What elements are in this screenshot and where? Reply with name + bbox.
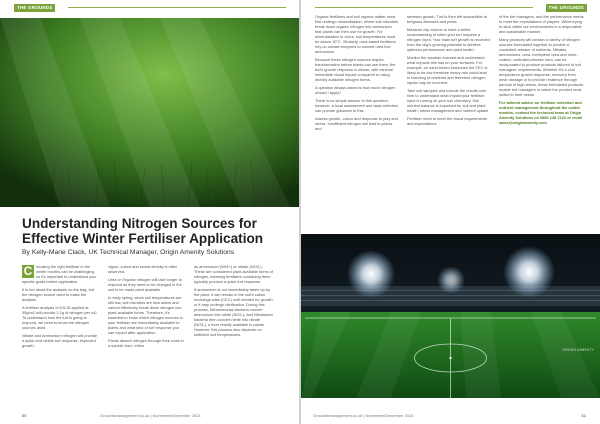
article-column-1 [22,264,99,351]
paragraph: Fertiliser need to meet the visual requirements and expectations [407,116,488,126]
paragraph: Monitor the weather forecast and understand what impacts this has on your surfaces. For example, on sand-based rootzones the CEC is likely to be low therefore heavy rain could lead to leaching of nutrients and therefore nitrogen inputs may be incorrect. [407,55,488,85]
paragraph: vigour, colour and sward density is often observed. [108,264,178,274]
page-number: 61 [581,413,586,418]
grass-pitch-photo [0,18,299,207]
paragraph: Measure clip volume to have a better understanding of when your turf requires a nitrogen input. Your main turf growth is recorded from the day's growing potential to achieve optimum performance and plant health. [407,27,490,52]
section-tab: THE GROUNDS [546,4,587,12]
article-column-2 [108,264,185,351]
header-rule [68,7,286,8]
right-page [301,0,600,424]
page-footer: Groundsmanagement.co.uk | November/December 2024 [100,413,201,418]
article-column-3 [499,14,585,128]
paragraph: It is not about the analysis on the bag, but the nitrogen source used to make the analysis. [22,287,95,302]
paragraph: Assess growth, colour and response to play and stress. Insufficient nitrogen will lead to yellow and [315,116,398,131]
paragraph: In early spring, when soil temperatures are still low, soil microbes are less active and cannot effectively break down nitrogen into plant-available forms. Therefore, it's essential to know which nitrogen sources in your fertiliser are immediately available to plants and what kind of turf response you can expect after application. [108,295,183,335]
article-column-1 [315,14,399,134]
drop-cap: C [23,264,33,278]
article-column-2 [407,14,491,129]
section-header [14,7,286,9]
photo-caption: ORIGIN AMENITY [562,348,594,352]
paragraph: stressed growth. Turf is then left susceptible to turfgrass diseases and pests. [407,14,488,24]
paragraph: A question always asked is how much nitrogen should I apply? [315,85,396,95]
article-title: Understanding Nitrogen Sources for Effective Winter Fertiliser Application [22,216,264,246]
paragraph: of the turf managers, and the performance needs to meet the expectations of players. While trying to stick within our environments in a responsible and sustainable manner. [499,14,584,34]
contact-callout: For tailored advice on fertiliser selection and nutrient management throughout the colder months, contact the technical team at Origin Amenity Solutions on 0800 138 7222 or email sales@originamenity.com [499,100,583,125]
page-number: 60 [22,413,27,418]
header-rule [315,7,533,8]
paragraph: A fertiliser analysis of 6:5:18 applied at 35g/m2 will provide 2.1g of nitrogen per m2. To understand how the turf is going to respond, we need to know the nitrogen sources used. [22,305,98,330]
paragraph: Urea or Organic nitrogen will take longer to respond as they need to be changed in the soil to be made plant available. [108,277,182,292]
section-header [315,7,587,9]
paragraph: There is no simple answer to this question; however, a local assessment and data collection can provide guidance to this. [315,98,399,113]
paragraph: Take soil samples and include the results over time to understand what impact your fertiliser input is having on your soil chemistry. Soil nutrient balance is important for soil and plant health, stress management and nutrient uptake. [407,88,490,113]
paragraph: Nitrate and Ammonium nitrogen will provide a quick and visible turf response, improved growth, [22,333,98,348]
left-page [0,0,299,424]
paragraph: as ammonium (NH4+) or nitrate (NO3-). These are considered plant-available forms of nitrogen, meaning fertilisers containing them typically produce a quick turf response. [194,264,273,284]
paragraph: hoosing the right fertiliser in the winter months can be challenging, so it's important to understand your specific goals before application. [22,264,97,284]
paragraph: Because these nitrogen sources require transformation before plants can use them, the turf's growth response is slower, with minimal immediate visual impact compared to using directly available nitrogen forms. [315,57,396,82]
paragraph: Many products will contain a variety of nitrogen sources formulated together to provide a consistent release of nutrients. Nitrates, ammoniums, urea, methylene urea and resin-coated, controlled-release urea, can be incorporated to produce products tailored to turf managers' requirements. Whether it's a cool temperature growth response, recovery from wear damage or to provide resilience through periods of high stress, these formulated products enable turf managers to select the product most suited to their needs. [499,37,584,97]
page-footer: Groundsmanagement.co.uk | November/December 2024 [313,413,414,418]
section-tab: THE GROUNDS [14,4,55,12]
article-column-3 [194,264,274,340]
paragraph: Organic fertilisers and soil organic matter must first undergo mineralisation, where soil microbes break down organic nitrogen into ammonium that plants can then use for growth. For mineralisation to occur, soil temperatures must be above 10°C. Similarly, urea-based fertilisers rely on urease enzymes to convert urea into ammonium. [315,14,399,54]
floodlit-stadium-photo [301,234,600,398]
paragraph: Plants absorb nitrogen through their roots in a soluble form, either [108,338,184,348]
article-byline: By Kelly-Marie Clack, UK Technical Manager, Origin Amenity Solutions [22,249,235,256]
paragraph: If ammonium is not immediately taken up by the plant, it can remain in the soil's cation exchange sites (CEC) until needed for growth, or it may undergo nitrification. During this process, Nitrosomonas bacteria convert ammonium into nitrite (NO2-), and Nitrobacter bacteria then convert nitrite into nitrate (NO3-), a form readily available to plants. However, this process also depends on sufficient soil temperatures. [194,287,274,337]
